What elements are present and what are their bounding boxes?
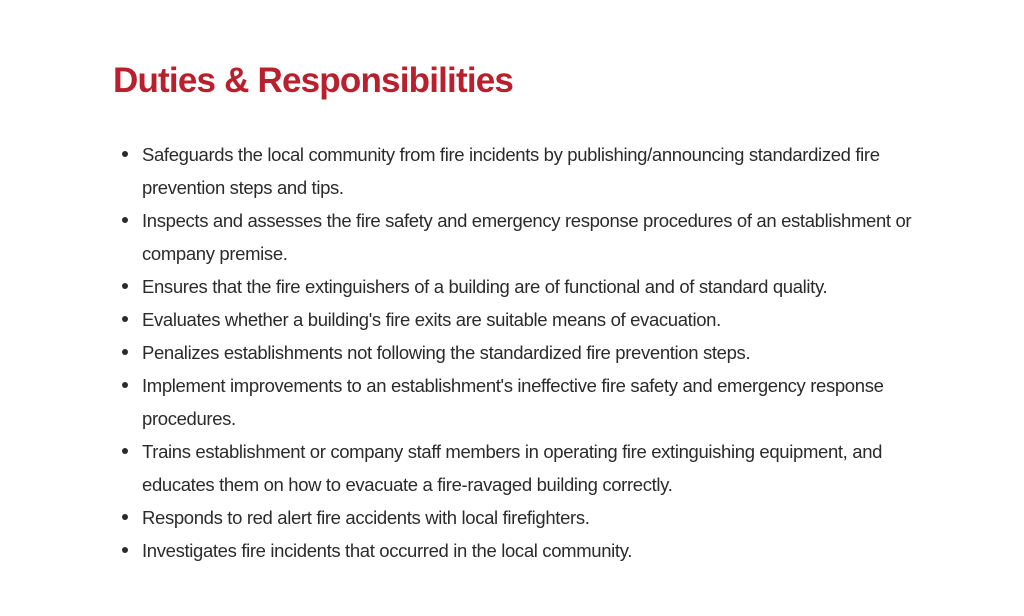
list-item <box>113 336 913 369</box>
bullet-icon <box>122 349 128 355</box>
bullet-icon <box>122 547 128 553</box>
list-item-text: Evaluates whether a building's fire exits are suitable means of evacuation. <box>142 309 721 330</box>
duties-list <box>113 138 913 567</box>
list-item-text: Responds to red alert fire accidents with local firefighters. <box>142 507 590 528</box>
list-item-text: Implement improvements to an establishment's ineffective fire safety and emergency response procedures. <box>142 375 884 429</box>
list-item-text: Investigates fire incidents that occurred in the local community. <box>142 540 633 561</box>
section-title: Duties & Responsibilities <box>113 61 514 100</box>
list-item-text: Ensures that the fire extinguishers of a building are of functional and of standard quality. <box>142 276 828 297</box>
bullet-icon <box>122 151 128 157</box>
list-item <box>113 138 913 204</box>
bullet-icon <box>122 382 128 388</box>
list-item <box>113 501 913 534</box>
list-item <box>113 303 913 336</box>
bullet-icon <box>122 448 128 454</box>
list-item <box>113 435 913 501</box>
list-item-text: Inspects and assesses the fire safety and emergency response procedures of an establishment or company premise. <box>142 210 912 264</box>
list-item <box>113 534 913 567</box>
bullet-icon <box>122 217 128 223</box>
bullet-icon <box>122 283 128 289</box>
list-item <box>113 369 913 435</box>
bullet-icon <box>122 514 128 520</box>
list-item-text: Safeguards the local community from fire incidents by publishing/announcing standardized fire prevention steps and tips. <box>142 144 880 198</box>
list-item-text: Penalizes establishments not following the standardized fire prevention steps. <box>142 342 751 363</box>
list-item <box>113 270 913 303</box>
bullet-icon <box>122 316 128 322</box>
list-item <box>113 204 913 270</box>
list-item-text: Trains establishment or company staff members in operating fire extinguishing equipment, and educates them on how to evacuate a fire-ravaged building correctly. <box>142 441 883 495</box>
